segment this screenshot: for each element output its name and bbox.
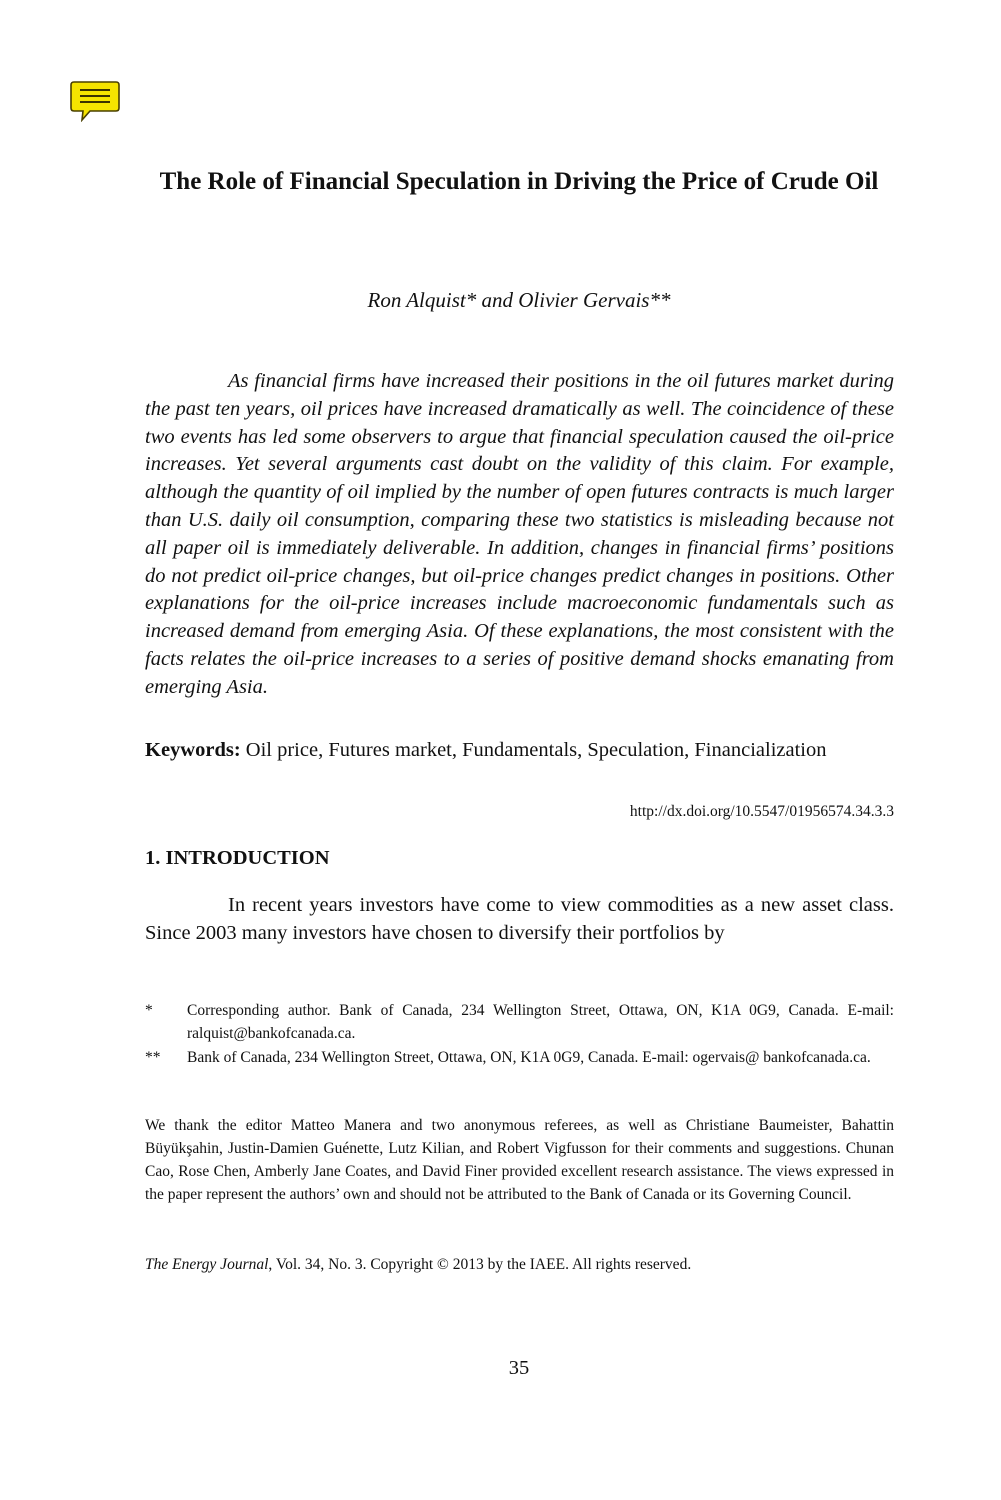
footnote-mark: *	[145, 1002, 153, 1019]
footnote-mark: **	[145, 1049, 161, 1066]
keywords	[145, 736, 894, 764]
page-number: 35	[508, 1357, 530, 1379]
journal-citation	[145, 1253, 894, 1276]
footnote-text: Corresponding author. Bank of Canada, 234 Wellington Street, Ottawa, ON, K1A 0G9, Canada. E-mail: ralquist@bankofcanada.ca.	[187, 1002, 894, 1042]
keywords-value: Oil price, Futures market, Fundamentals, Speculation, Financialization	[245, 739, 827, 761]
footnote-text: Bank of Canada, 234 Wellington Street, Ottawa, ON, K1A 0G9, Canada. E-mail: ogervais@ bankofcanada.ca.	[187, 1049, 871, 1066]
author-list: Ron Alquist* and Olivier Gervais**	[367, 288, 671, 312]
journal-details: , Vol. 34, No. 3. Copyright © 2013 by the IAEE. All rights reserved.	[268, 1256, 692, 1273]
journal-name: The Energy Journal	[145, 1256, 269, 1273]
footnote-1	[145, 999, 894, 1045]
doi-link[interactable]: http://dx.doi.org/10.5547/01956574.34.3.3	[629, 803, 894, 820]
sticky-note-comment-icon[interactable]	[70, 80, 120, 122]
paper-title: The Role of Financial Speculation in Driving the Price of Crude Oil	[159, 168, 879, 195]
acknowledgement: We thank the editor Matteo Manera and two anonymous referees, as well as Christiane Baumeister, Bahattin Büyükşahin, Justin-Damien Guénette, Lutz Kilian, and Robert Vigfusson for their comments and suggestions. Chunan Cao, Rose Chen, Amberly Jane Coates, and David Finer provided excellent research assistance. The views expressed in the paper represent the authors’ own and should not be attributed to the Bank of Canada or its Governing Council.	[145, 1117, 894, 1203]
section-heading: 1. INTRODUCTION	[145, 847, 330, 869]
intro-paragraph: In recent years investors have come to view commodities as a new asset class. Since 2003 many investors have chosen to diversify their portfolios by	[145, 894, 894, 944]
footnote-2	[145, 1046, 894, 1069]
keywords-label: Keywords:	[145, 739, 241, 761]
abstract: As financial firms have increased their positions in the oil futures market during the past ten years, oil prices have increased dramatically as well. The coincidence of these two events has led some observers to argue that financial speculation caused the oil-price increases. Yet several arguments cast doubt on the validity of this claim. For example, although the quantity of oil implied by the number of open futures contracts is much larger than U.S. daily oil consumption, comparing these two statistics is misleading because not all paper oil is immediately deliverable. In addition, changes in financial firms’ positions do not predict oil-price changes, but oil-price changes predict changes in positions. Other explanations for the oil-price increases include macroeconomic fundamentals such as increased demand from emerging Asia. Of these explanations, the most consistent with the facts relates the oil-price increases to a series of positive demand shocks emanating from emerging Asia.	[145, 370, 894, 698]
